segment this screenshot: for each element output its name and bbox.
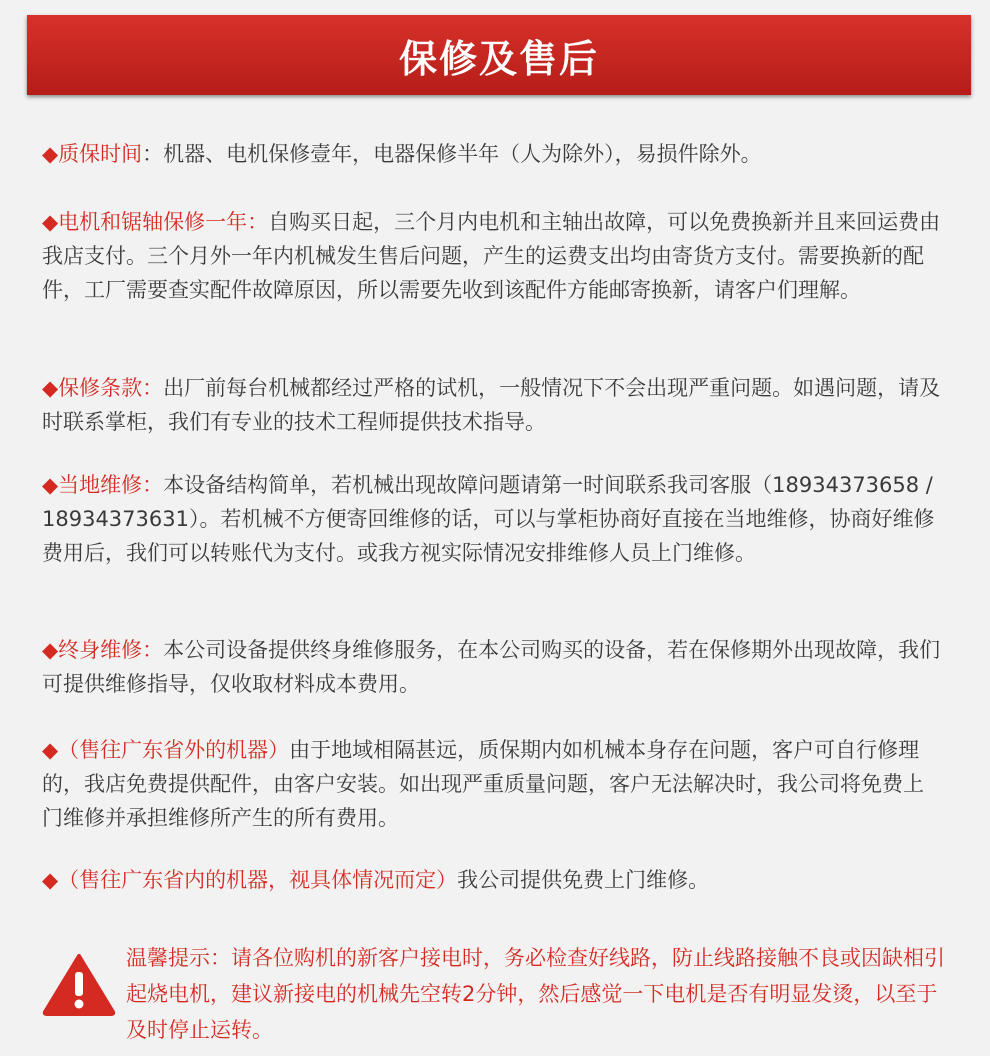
warm-tip [42, 940, 945, 1050]
section-key: ◆当地维修： [42, 473, 164, 497]
section-outside-guangdong [42, 733, 942, 835]
section-warranty-terms [42, 371, 942, 439]
section-inside-guangdong [42, 863, 942, 897]
section-motor-warranty [42, 205, 942, 307]
section-key: ◆质保时间 [42, 142, 143, 166]
warning-text: 温馨提示：请各位购机的新客户接电时，务必检查好线路，防止线路接触不良或因缺相引起烧电机，建议新接电的机械先空转2分钟，然后感觉一下电机是否有明显发烫，以至于及时停止运转。 [126, 946, 945, 1042]
section-key: ◆终身维修： [42, 638, 164, 662]
section-text: 我公司提供免费上门维修。 [457, 868, 710, 892]
section-text: 本设备结构简单，若机械出现故障问题请第一时间联系我司客服（18934373658 / 18934373631）。若机械不方便寄回维修的话，可以与掌柜协商好直接在当地维修，协商好维修费用后，我们可以转账代为支付。或我方视实际情况安排维修人员上门维修。 [42, 473, 935, 565]
section-text: ：机器、电机保修壹年，电器保修半年（人为除外），易损件除外。 [142, 142, 762, 166]
section-lifetime-repair [42, 633, 942, 701]
warning-triangle-icon [42, 952, 116, 1016]
section-local-repair [42, 468, 942, 570]
section-key: ◆电机和锯轴保修一年： [42, 210, 269, 234]
section-text: 由于地域相隔甚远，质保期内如机械本身存在问题，客户可自行修理的，我店免费提供配件，由客户安装。如出现严重质量问题，客户无法解决时，我公司将免费上门维修并承担维修所产生的所有费用。 [42, 738, 924, 830]
section-key: ◆保修条款： [42, 376, 164, 400]
section-text: 自购买日起，三个月内电机和主轴出故障，可以免费换新并且来回运费由我店支付。三个月外一年内机械发生售后问题，产生的运费支出均由寄货方支付。需要换新的配件，工厂需要查实配件故障原因，所以需要先收到该配件方能邮寄换新，请客户们理解。 [42, 210, 941, 302]
title-banner [27, 15, 971, 95]
section-text: 出厂前每台机械都经过严格的试机，一般情况下不会出现严重问题。如遇问题，请及时联系掌柜，我们有专业的技术工程师提供技术指导。 [42, 376, 941, 434]
section-key: ◆（售往广东省内的机器，视具体情况而定） [42, 868, 458, 892]
section-key: ◆（售往广东省外的机器） [42, 738, 290, 762]
section-text: 本公司设备提供终身维修服务，在本公司购买的设备，若在保修期外出现故障，我们可提供维修指导，仅收取材料成本费用。 [42, 638, 941, 696]
section-warranty-period [42, 137, 942, 171]
page-title: 保修及售后 [398, 36, 599, 81]
